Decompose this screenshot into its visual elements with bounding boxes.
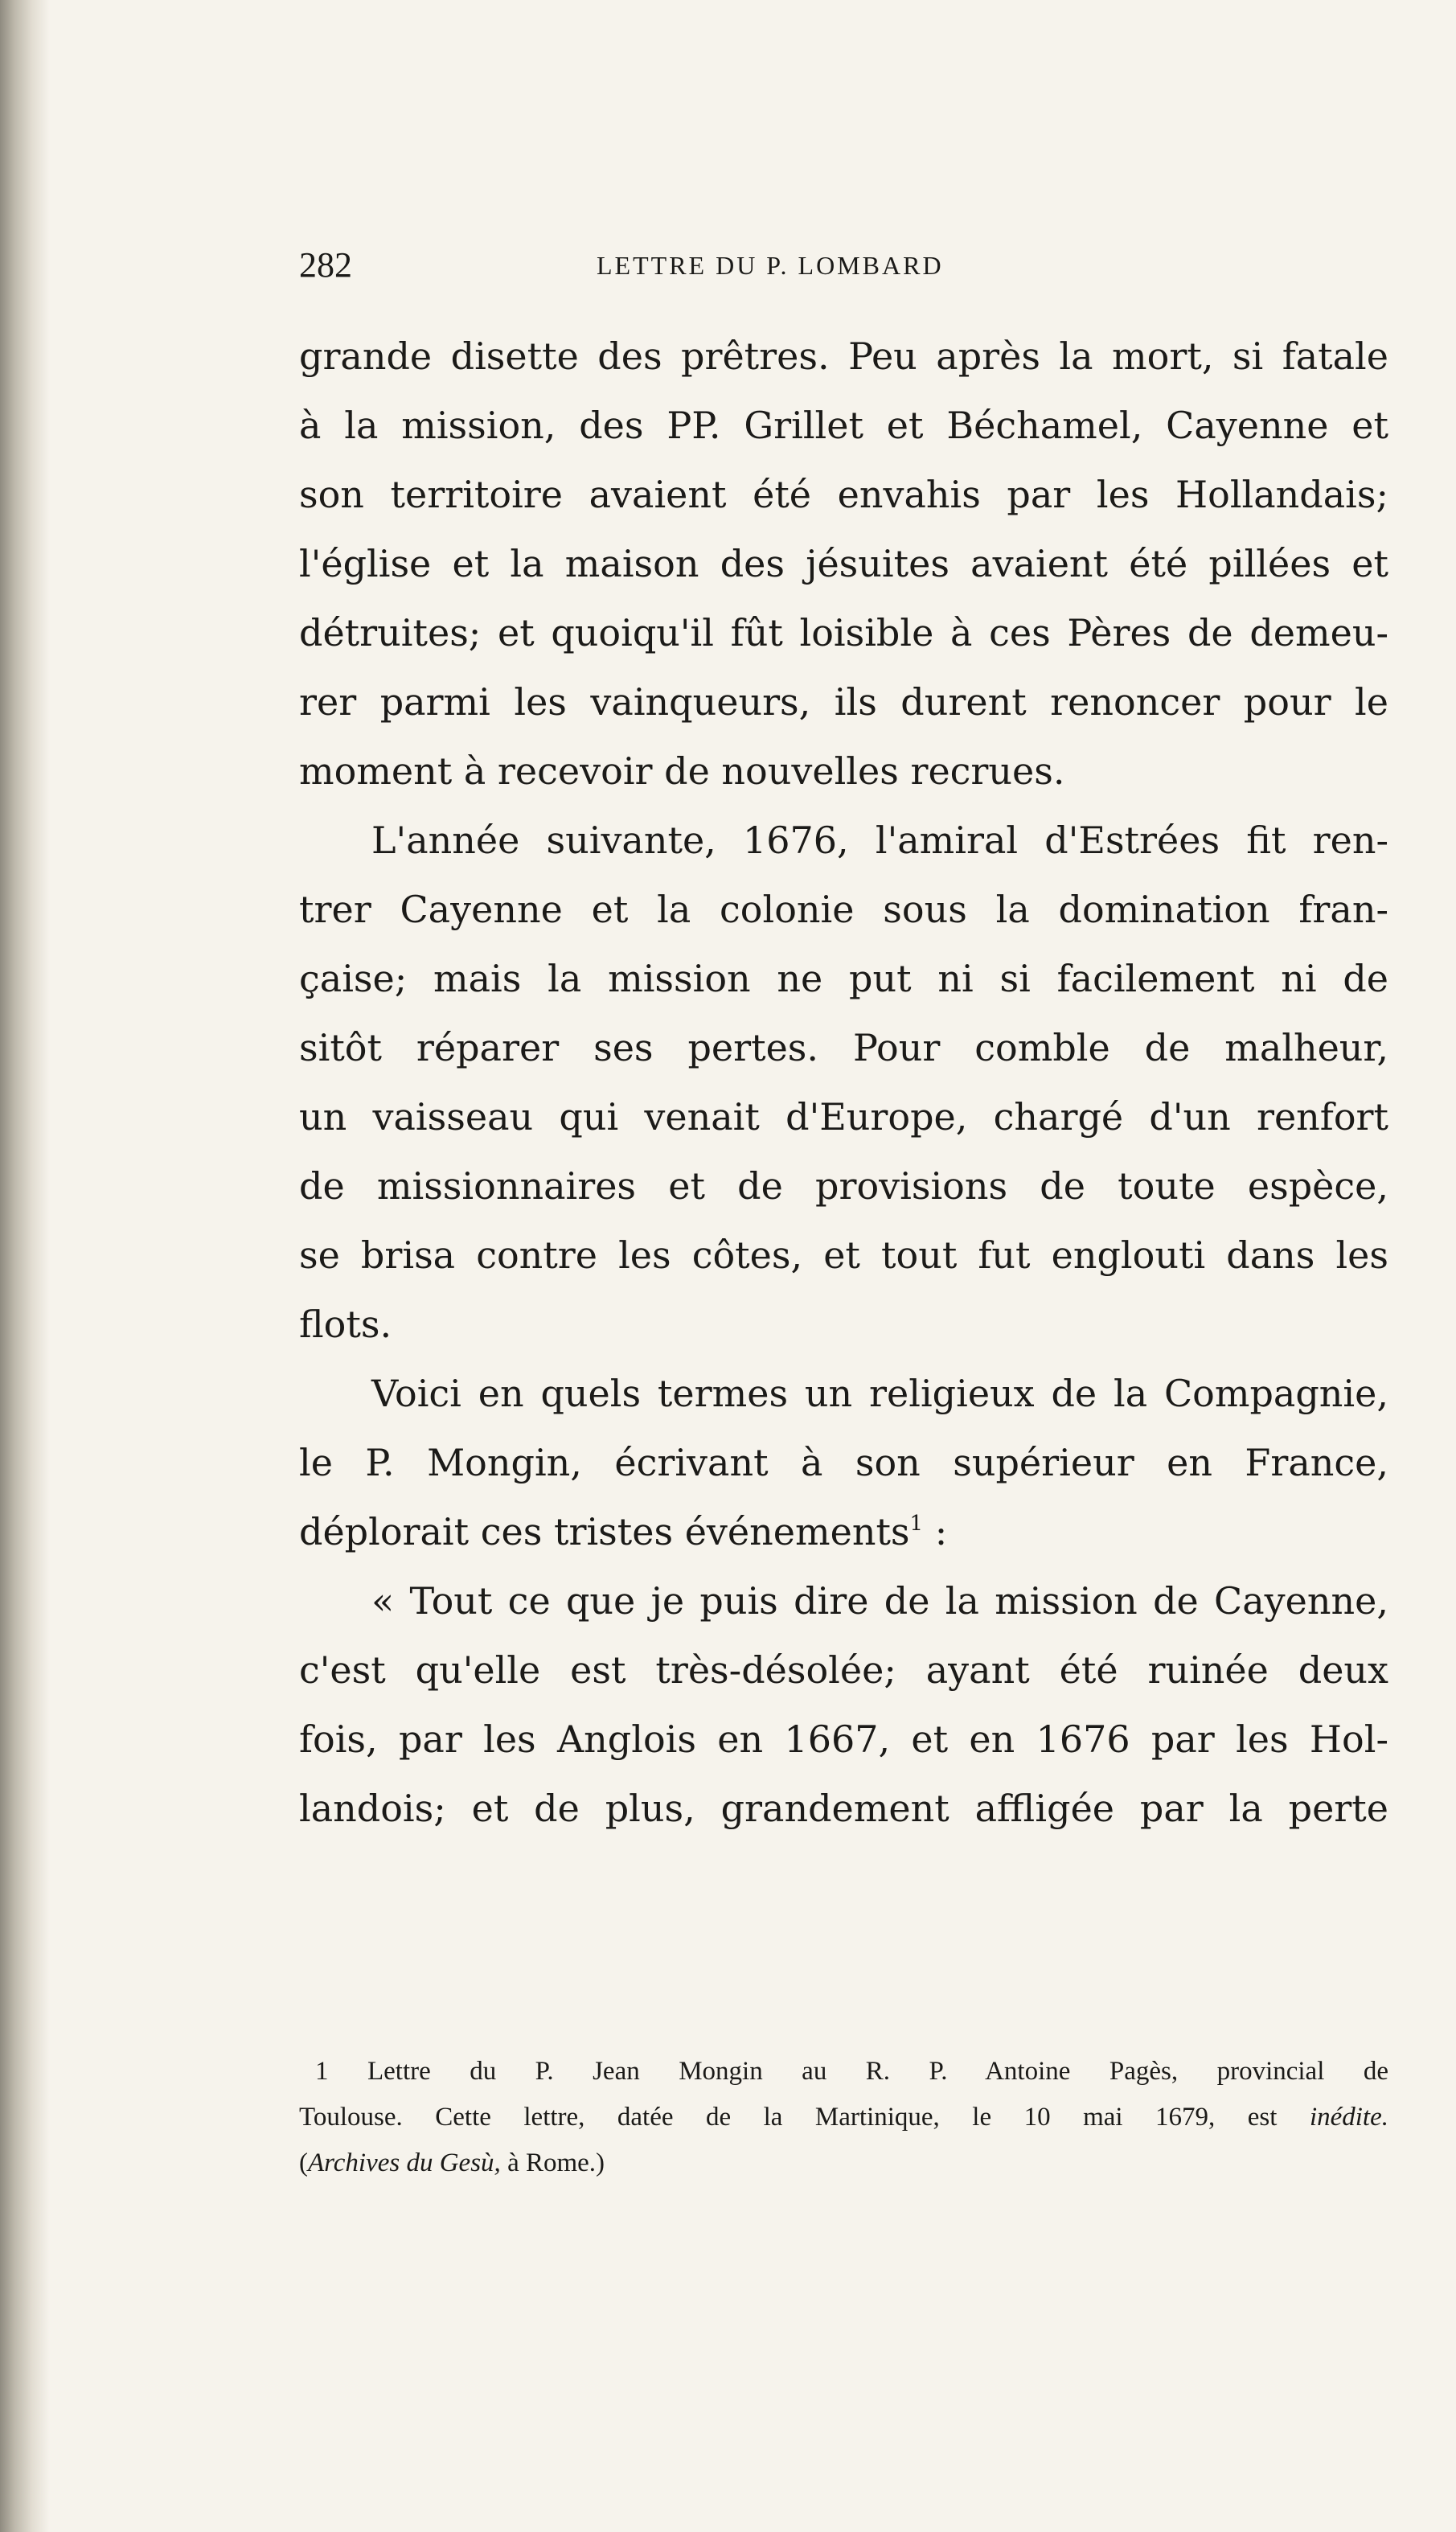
- text-line: fois, par les Anglois en 1667, et en 1676 par les Hol-: [299, 1717, 1388, 1761]
- text-line: sitôt réparer ses pertes. Pour comble de malheur,: [299, 1026, 1388, 1069]
- text-line: trer Cayenne et la colonie sous la domination fran-: [299, 888, 1388, 931]
- footnote-italic: inédite.: [1309, 2103, 1388, 2132]
- footnote-line: [299, 2140, 1388, 2186]
- text-line: le P. Mongin, écrivant à son supérieur en France,: [299, 1441, 1388, 1484]
- text-line-tail: :: [923, 1510, 948, 1553]
- text-line: çaise; mais la mission ne put ni si facilement ni de: [299, 957, 1388, 1000]
- footnote-line: 1 Lettre du P. Jean Mongin au R. P. Antoine Pagès, provincial de: [315, 2057, 1388, 2086]
- footnote-text: Toulouse. Cette lettre, datée de la Martinique, le 10 mai 1679, est: [299, 2103, 1310, 2132]
- text-line: landois; et de plus, grandement affligée par la perte: [299, 1787, 1388, 1830]
- text-line: moment à recevoir de nouvelles recrues.: [299, 749, 1065, 793]
- footnote-text: à Rome.): [500, 2148, 605, 2177]
- footnotes: [299, 2049, 1388, 2186]
- text-line: se brisa contre les côtes, et tout fut englouti dans les: [299, 1233, 1388, 1277]
- text-line: flots.: [299, 1303, 392, 1346]
- footnote-italic: Archives du Gesù,: [308, 2148, 501, 2177]
- text-line: son territoire avaient été envahis par les Hollandais;: [299, 473, 1388, 516]
- text-line: à la mission, des PP. Grillet et Béchamel, Cayenne et: [299, 404, 1388, 447]
- running-title: LETTRE DU P. LOMBARD: [597, 251, 944, 280]
- text-line: [299, 1497, 1388, 1566]
- text-line-content: déplorait ces tristes événements: [299, 1510, 910, 1553]
- text-line: c'est qu'elle est très-désolée; ayant été ruinée deux: [299, 1648, 1388, 1692]
- page-number: 282: [299, 245, 352, 285]
- text-line: l'église et la maison des jésuites avaient été pillées et: [299, 542, 1388, 585]
- footnote-reference: 1: [909, 1512, 924, 1536]
- text-line: détruites; et quoiqu'il fût loisible à ces Pères de demeu-: [299, 611, 1388, 655]
- text-line: Voici en quels termes un religieux de la Compagnie,: [371, 1372, 1388, 1415]
- footnote-line: [299, 2095, 1388, 2140]
- text-line: rer parmi les vainqueurs, ils durent renoncer pour le: [299, 680, 1388, 724]
- text-line: de missionnaires et de provisions de toute espèce,: [299, 1164, 1388, 1208]
- text-line: grande disette des prêtres. Peu après la mort, si fatale: [299, 334, 1388, 378]
- body-text: [299, 322, 1388, 1843]
- footnote-text: (: [299, 2148, 308, 2177]
- page-header: [299, 241, 1388, 289]
- text-line: un vaisseau qui venait d'Europe, chargé d'un renfort: [299, 1095, 1388, 1139]
- text-line: « Tout ce que je puis dire de la mission de Cayenne,: [371, 1579, 1388, 1623]
- text-line: L'année suivante, 1676, l'amiral d'Estrées fit ren-: [371, 819, 1388, 862]
